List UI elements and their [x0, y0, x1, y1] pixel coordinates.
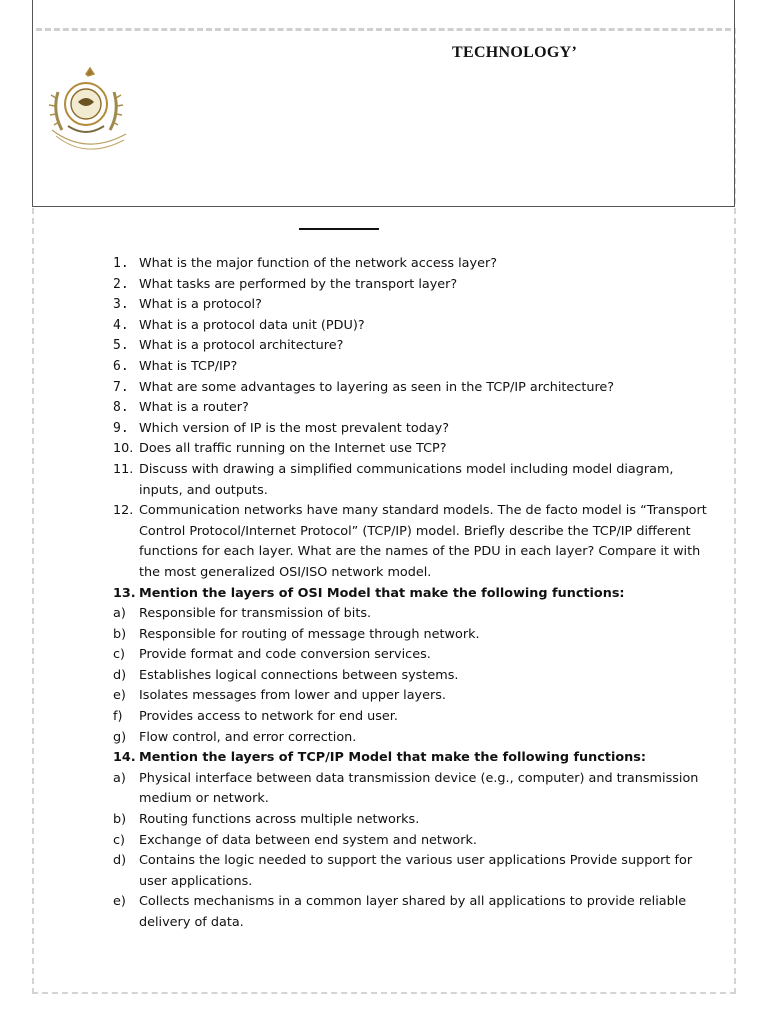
question-12 [113, 501, 713, 583]
question-number: 1. [113, 256, 129, 271]
sub-item-text: Physical interface between data transmission device (e.g., computer) and transmission medium or network. [139, 770, 699, 807]
question-list [113, 254, 713, 934]
sub-item-label: b) [113, 626, 127, 642]
sub-item [113, 851, 713, 892]
sub-item-text: Flow control, and error correction. [139, 729, 357, 745]
sub-item [113, 686, 713, 707]
sub-item-text: Establishes logical connections between systems. [139, 667, 459, 683]
question-number: 5. [113, 338, 129, 354]
question-text: Mention the layers of OSI Model that make the following functions: [139, 585, 625, 601]
question-11 [113, 460, 713, 501]
question-2 [113, 275, 713, 296]
sub-item-label: e) [113, 894, 126, 910]
sub-item-label: d) [113, 853, 127, 869]
question-4 [113, 316, 713, 337]
question-number: 11. [113, 461, 134, 477]
question-number: 3. [113, 297, 129, 313]
question-3 [113, 295, 713, 316]
question-text: Mention the layers of TCP/IP Model that make the following functions: [139, 750, 647, 766]
question-7 [113, 378, 713, 399]
question-10 [113, 439, 713, 460]
question-number: 9. [113, 420, 129, 436]
sub-item-label: d) [113, 667, 127, 683]
question-number: 2. [113, 276, 129, 292]
question-text: What is the major function of the network access layer? [139, 256, 498, 271]
sub-item-text: Isolates messages from lower and upper layers. [139, 688, 446, 704]
sub-item [113, 892, 713, 933]
question-text: What is a router? [139, 400, 249, 416]
sub-item-text: Responsible for transmission of bits. [139, 606, 372, 622]
sub-item-label: e) [113, 688, 126, 704]
question-13 [113, 584, 713, 605]
sub-item-label: g) [113, 729, 127, 745]
question-text: Which version of IP is the most prevalent today? [139, 420, 450, 436]
question-text: Does all traffic running on the Internet use TCP? [139, 441, 447, 457]
question-14 [113, 748, 713, 769]
document-header [32, 0, 735, 207]
sub-item [113, 707, 713, 728]
academy-seal-icon [38, 64, 134, 156]
question-text: What is a protocol data unit (PDU)? [139, 317, 365, 333]
sub-item-text: Provide format and code conversion services. [139, 647, 431, 663]
header-divider [36, 28, 731, 206]
question-number: 6. [113, 358, 129, 374]
sub-item-label: b) [113, 812, 127, 828]
sub-item-label: c) [113, 832, 126, 848]
question-text: What tasks are performed by the transport layer? [139, 276, 458, 292]
question-number: 8. [113, 400, 129, 416]
sub-item-label: c) [113, 647, 126, 663]
question-number: 4. [113, 317, 129, 333]
sub-item-text: Provides access to network for end user. [139, 709, 398, 725]
sub-item [113, 645, 713, 666]
sub-item [113, 604, 713, 625]
question-8 [113, 398, 713, 419]
sub-item-text: Collects mechanisms in a common layer shared by all applications to provide reliable delivery of data. [139, 894, 687, 930]
sub-item-label: a) [113, 606, 126, 622]
question-number: 10. [113, 441, 134, 457]
header-title: TECHNOLOGY’ [452, 44, 578, 61]
question-1 [113, 254, 713, 275]
question-9 [113, 419, 713, 440]
sub-item-label: f) [113, 709, 123, 725]
question-number: 12. [113, 503, 134, 519]
sub-item [113, 831, 713, 852]
question-text: What is TCP/IP? [139, 358, 238, 374]
sub-item [113, 769, 713, 810]
sub-item [113, 625, 713, 646]
sub-item [113, 810, 713, 831]
question-number: 14. [113, 750, 136, 766]
sub-item-text: Contains the logic needed to support the various user applications Provide support for user applications. [139, 853, 693, 889]
sub-item-text: Routing functions across multiple networks. [139, 812, 420, 828]
title-underline [299, 228, 379, 230]
question-text: What are some advantages to layering as seen in the TCP/IP architecture? [139, 379, 615, 395]
question-6 [113, 357, 713, 378]
question-text: Communication networks have many standard models. The de facto model is “Transport Control Protocol/Internet Protocol” (TCP/IP) model. Briefly describe the TCP/IP different functions for each layer. What are the names of the PDU in each layer? Compare it with the most generalized OSI/ISO network model. [139, 503, 707, 580]
question-number: 7. [113, 379, 129, 395]
question-text: Discuss with drawing a simplified communications model including model diagram, inputs, and outputs. [139, 461, 674, 498]
question-number: 13. [113, 585, 136, 601]
sub-item-text: Exchange of data between end system and network. [139, 832, 477, 848]
sub-item-label: a) [113, 770, 126, 786]
sub-item [113, 728, 713, 749]
sub-item [113, 666, 713, 687]
question-text: What is a protocol architecture? [139, 338, 344, 354]
sub-item-text: Responsible for routing of message through network. [139, 626, 480, 642]
question-text: What is a protocol? [139, 297, 262, 313]
question-5 [113, 336, 713, 357]
